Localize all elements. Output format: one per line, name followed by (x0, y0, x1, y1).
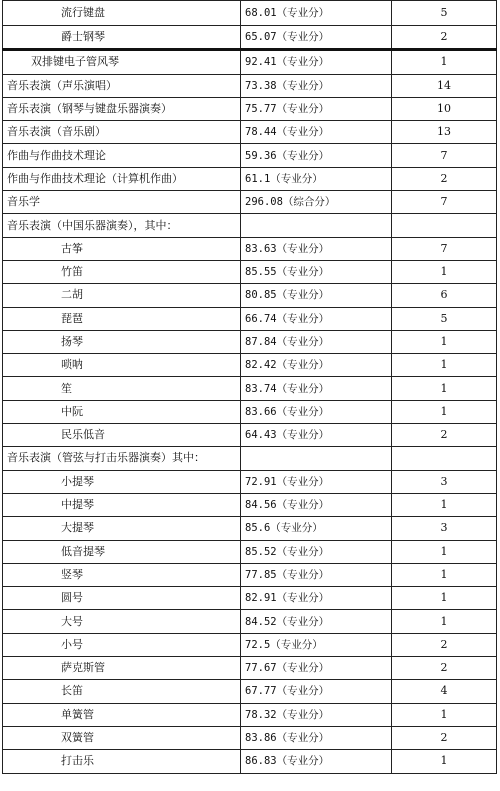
major-cell: 古筝 (3, 237, 241, 260)
count-cell: 1 (392, 610, 497, 633)
major-cell: 小提琴 (3, 470, 241, 493)
score-cell: 80.85（专业分） (241, 284, 392, 307)
table-row (3, 260, 497, 283)
major-cell: 双簧管 (3, 726, 241, 749)
table-row (3, 377, 497, 400)
major-cell: 作曲与作曲技术理论 (3, 144, 241, 167)
count-cell: 1 (392, 563, 497, 586)
count-cell: 1 (392, 703, 497, 726)
count-cell: 5 (392, 1, 497, 26)
count-cell: 2 (392, 726, 497, 749)
count-cell: 2 (392, 26, 497, 50)
table-row (3, 633, 497, 656)
table-row (3, 330, 497, 353)
major-cell: 爵士钢琴 (3, 26, 241, 50)
count-cell: 13 (392, 121, 497, 144)
count-cell: 1 (392, 354, 497, 377)
count-cell: 6 (392, 284, 497, 307)
score-cell: 92.41（专业分） (241, 50, 392, 74)
major-cell: 竹笛 (3, 260, 241, 283)
score-cell: 59.36（专业分） (241, 144, 392, 167)
score-cell: 82.42（专业分） (241, 354, 392, 377)
table-row (3, 493, 497, 516)
major-cell: 音乐表演（管弦与打击乐器演奏）其中： (3, 447, 241, 470)
score-cell: 72.91（专业分） (241, 470, 392, 493)
table-row (3, 726, 497, 749)
score-cell: 75.77（专业分） (241, 97, 392, 120)
table-row (3, 540, 497, 563)
count-cell: 14 (392, 74, 497, 97)
score-cell (241, 447, 392, 470)
table-row (3, 214, 497, 237)
count-cell: 7 (392, 191, 497, 214)
major-cell: 中提琴 (3, 493, 241, 516)
table-row (3, 470, 497, 493)
count-cell: 2 (392, 633, 497, 656)
score-cell: 67.77（专业分） (241, 680, 392, 703)
table-row (3, 750, 497, 773)
score-cell: 83.63（专业分） (241, 237, 392, 260)
table-row (3, 610, 497, 633)
count-cell: 1 (392, 587, 497, 610)
major-cell: 大提琴 (3, 517, 241, 540)
count-cell (392, 447, 497, 470)
table-row (3, 400, 497, 423)
score-cell: 78.44（专业分） (241, 121, 392, 144)
score-cell: 65.07（专业分） (241, 26, 392, 50)
score-cell: 84.52（专业分） (241, 610, 392, 633)
count-cell: 3 (392, 517, 497, 540)
count-cell: 7 (392, 144, 497, 167)
count-cell: 1 (392, 540, 497, 563)
score-cell: 83.66（专业分） (241, 400, 392, 423)
score-cell: 61.1（专业分） (241, 167, 392, 190)
major-cell: 竖琴 (3, 563, 241, 586)
major-cell: 单簧管 (3, 703, 241, 726)
table-row (3, 121, 497, 144)
score-cell: 64.43（专业分） (241, 424, 392, 447)
count-cell: 4 (392, 680, 497, 703)
major-cell: 唢呐 (3, 354, 241, 377)
major-cell: 中阮 (3, 400, 241, 423)
score-cell: 82.91（专业分） (241, 587, 392, 610)
count-cell: 1 (392, 493, 497, 516)
table-row (3, 680, 497, 703)
table-row (3, 144, 497, 167)
score-cell: 83.86（专业分） (241, 726, 392, 749)
count-cell: 1 (392, 400, 497, 423)
major-cell: 小号 (3, 633, 241, 656)
table-row (3, 1, 497, 26)
major-cell: 音乐表演（中国乐器演奏），其中： (3, 214, 241, 237)
score-cell: 85.52（专业分） (241, 540, 392, 563)
count-cell: 7 (392, 237, 497, 260)
count-cell: 1 (392, 260, 497, 283)
table-row (3, 97, 497, 120)
major-cell: 双排键电子管风琴 (3, 50, 241, 74)
major-cell: 音乐表演（钢琴与键盘乐器演奏） (3, 97, 241, 120)
major-cell: 长笛 (3, 680, 241, 703)
table-row (3, 284, 497, 307)
score-cell: 296.08（综合分） (241, 191, 392, 214)
major-cell: 扬琴 (3, 330, 241, 353)
table-row (3, 703, 497, 726)
table-row (3, 307, 497, 330)
score-cell: 85.55（专业分） (241, 260, 392, 283)
major-cell: 圆号 (3, 587, 241, 610)
count-cell: 2 (392, 657, 497, 680)
table-row (3, 517, 497, 540)
score-cell: 85.6（专业分） (241, 517, 392, 540)
score-cell: 73.38（专业分） (241, 74, 392, 97)
score-cell: 66.74（专业分） (241, 307, 392, 330)
major-cell: 打击乐 (3, 750, 241, 773)
table-row (3, 191, 497, 214)
major-cell: 作曲与作曲技术理论（计算机作曲） (3, 167, 241, 190)
count-cell: 1 (392, 750, 497, 773)
major-cell: 笙 (3, 377, 241, 400)
score-cell: 68.01（专业分） (241, 1, 392, 26)
major-cell: 音乐学 (3, 191, 241, 214)
count-cell: 1 (392, 50, 497, 74)
table-row (3, 237, 497, 260)
admission-score-table (2, 0, 497, 774)
score-cell: 78.32（专业分） (241, 703, 392, 726)
major-cell: 民乐低音 (3, 424, 241, 447)
table-row (3, 563, 497, 586)
score-cell (241, 214, 392, 237)
table-row (3, 26, 497, 50)
table-row (3, 424, 497, 447)
major-cell: 音乐表演（音乐剧） (3, 121, 241, 144)
table-row (3, 74, 497, 97)
score-cell: 83.74（专业分） (241, 377, 392, 400)
count-cell: 1 (392, 330, 497, 353)
major-cell: 琵琶 (3, 307, 241, 330)
count-cell: 3 (392, 470, 497, 493)
score-cell: 84.56（专业分） (241, 493, 392, 516)
major-cell: 萨克斯管 (3, 657, 241, 680)
major-cell: 流行键盘 (3, 1, 241, 26)
table-row (3, 167, 497, 190)
count-cell: 2 (392, 167, 497, 190)
major-cell: 低音提琴 (3, 540, 241, 563)
score-cell: 86.83（专业分） (241, 750, 392, 773)
table-row (3, 50, 497, 74)
table-row (3, 447, 497, 470)
table-body (3, 1, 497, 774)
score-cell: 77.67（专业分） (241, 657, 392, 680)
score-cell: 72.5（专业分） (241, 633, 392, 656)
count-cell: 1 (392, 377, 497, 400)
score-cell: 77.85（专业分） (241, 563, 392, 586)
count-cell: 2 (392, 424, 497, 447)
count-cell (392, 214, 497, 237)
major-cell: 大号 (3, 610, 241, 633)
table-row (3, 657, 497, 680)
score-cell: 87.84（专业分） (241, 330, 392, 353)
major-cell: 二胡 (3, 284, 241, 307)
table-row (3, 587, 497, 610)
count-cell: 5 (392, 307, 497, 330)
count-cell: 10 (392, 97, 497, 120)
major-cell: 音乐表演（声乐演唱） (3, 74, 241, 97)
table-row (3, 354, 497, 377)
